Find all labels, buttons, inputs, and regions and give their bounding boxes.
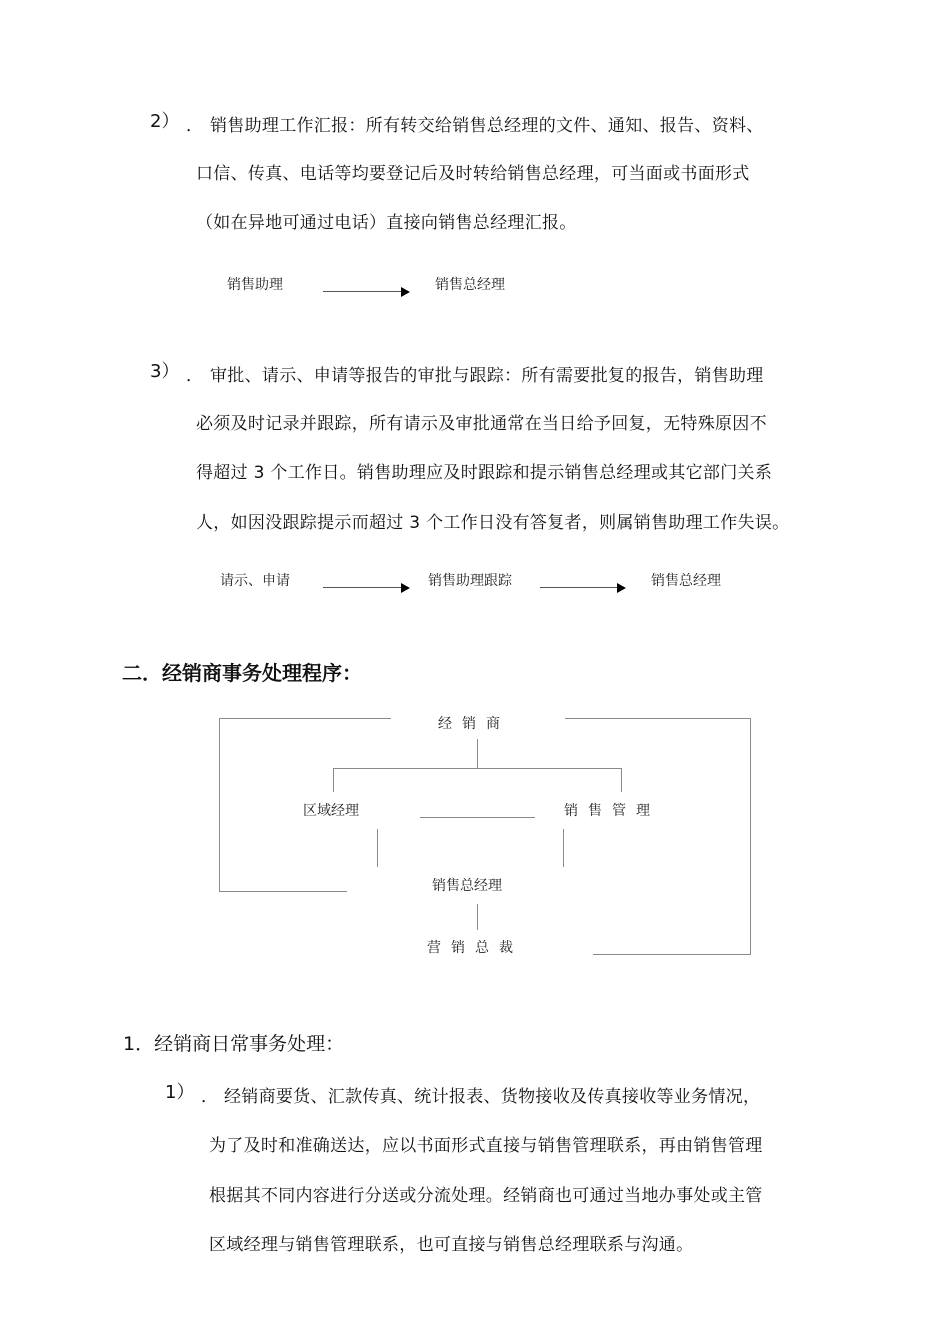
connector-line [333,768,334,792]
flow-node: 销售总经理 [435,277,505,293]
arrow-head-icon [617,583,626,593]
paragraph-line: 为了及时和准确送达，应以书面形式直接与销售管理联系，再由销售管理 [209,1136,763,1156]
subsection-heading: 1．经销商日常事务处理： [123,1033,345,1055]
item-dot: ． [186,366,204,386]
connector-line [219,891,347,892]
connector-line [750,718,751,954]
paragraph-line: 口信、传真、电话等均要登记后及时转给销售总经理，可当面或书面形式 [196,164,750,184]
paragraph-line: 审批、请示、申请等报告的审批与跟踪：所有需要批复的报告，销售助理 [210,366,764,386]
flow-node: 请示、申请 [220,573,290,589]
connector-line [593,954,751,955]
flow-arrow-line [540,587,620,588]
flow-arrow-line [323,587,403,588]
arrow-head-icon [401,583,410,593]
paragraph-line: 得超过 3 个工作日。销售助理应及时跟踪和提示销售总经理或其它部门关系 [196,463,773,483]
org-node-sales-management: 销售管理 [564,803,660,819]
connector-line [219,718,220,892]
item-number-1: 1） [165,1082,195,1103]
connector-line [621,768,622,792]
item-dot: ． [201,1087,219,1107]
org-node-regional-manager: 区域经理 [303,803,359,819]
paragraph-line: 根据其不同内容进行分送或分流处理。经销商也可通过当地办事处或主管 [209,1186,763,1206]
org-node-dealer: 经销商 [438,716,510,732]
paragraph-line: 经销商要货、汇款传真、统计报表、货物接收及传真接收等业务情况， [224,1087,761,1107]
paragraph-line: 必须及时记录并跟踪，所有请示及审批通常在当日给予回复，无特殊原因不 [196,414,767,434]
arrow-head-icon [401,287,410,297]
connector-line [477,739,478,768]
connector-line [377,829,378,867]
connector-line [333,768,622,769]
paragraph-line: 区域经理与销售管理联系，也可直接与销售总经理联系与沟通。 [209,1235,694,1255]
flow-arrow-line [323,291,403,292]
org-node-marketing-president: 营销总裁 [427,940,523,956]
paragraph-line: 销售助理工作汇报：所有转交给销售总经理的文件、通知、报告、资料、 [210,116,764,136]
flow-node: 销售助理 [227,277,283,293]
connector-line [563,829,564,867]
item-number-2: 2） [150,111,180,132]
flow-node: 销售总经理 [651,573,721,589]
connector-line [565,718,750,719]
connector-line [477,904,478,930]
connector-line [420,817,535,818]
connector-line [219,718,391,719]
paragraph-line: （如在异地可通过电话）直接向销售总经理汇报。 [196,213,577,233]
section-heading: 二．经销商事务处理程序： [122,661,362,685]
paragraph-line: 人，如因没跟踪提示而超过 3 个工作日没有答复者，则属销售助理工作失误。 [196,513,790,533]
item-number-3: 3） [150,361,180,382]
flow-node: 销售助理跟踪 [428,573,512,589]
org-node-sales-gm: 销售总经理 [432,878,502,894]
item-dot: ． [186,116,204,136]
